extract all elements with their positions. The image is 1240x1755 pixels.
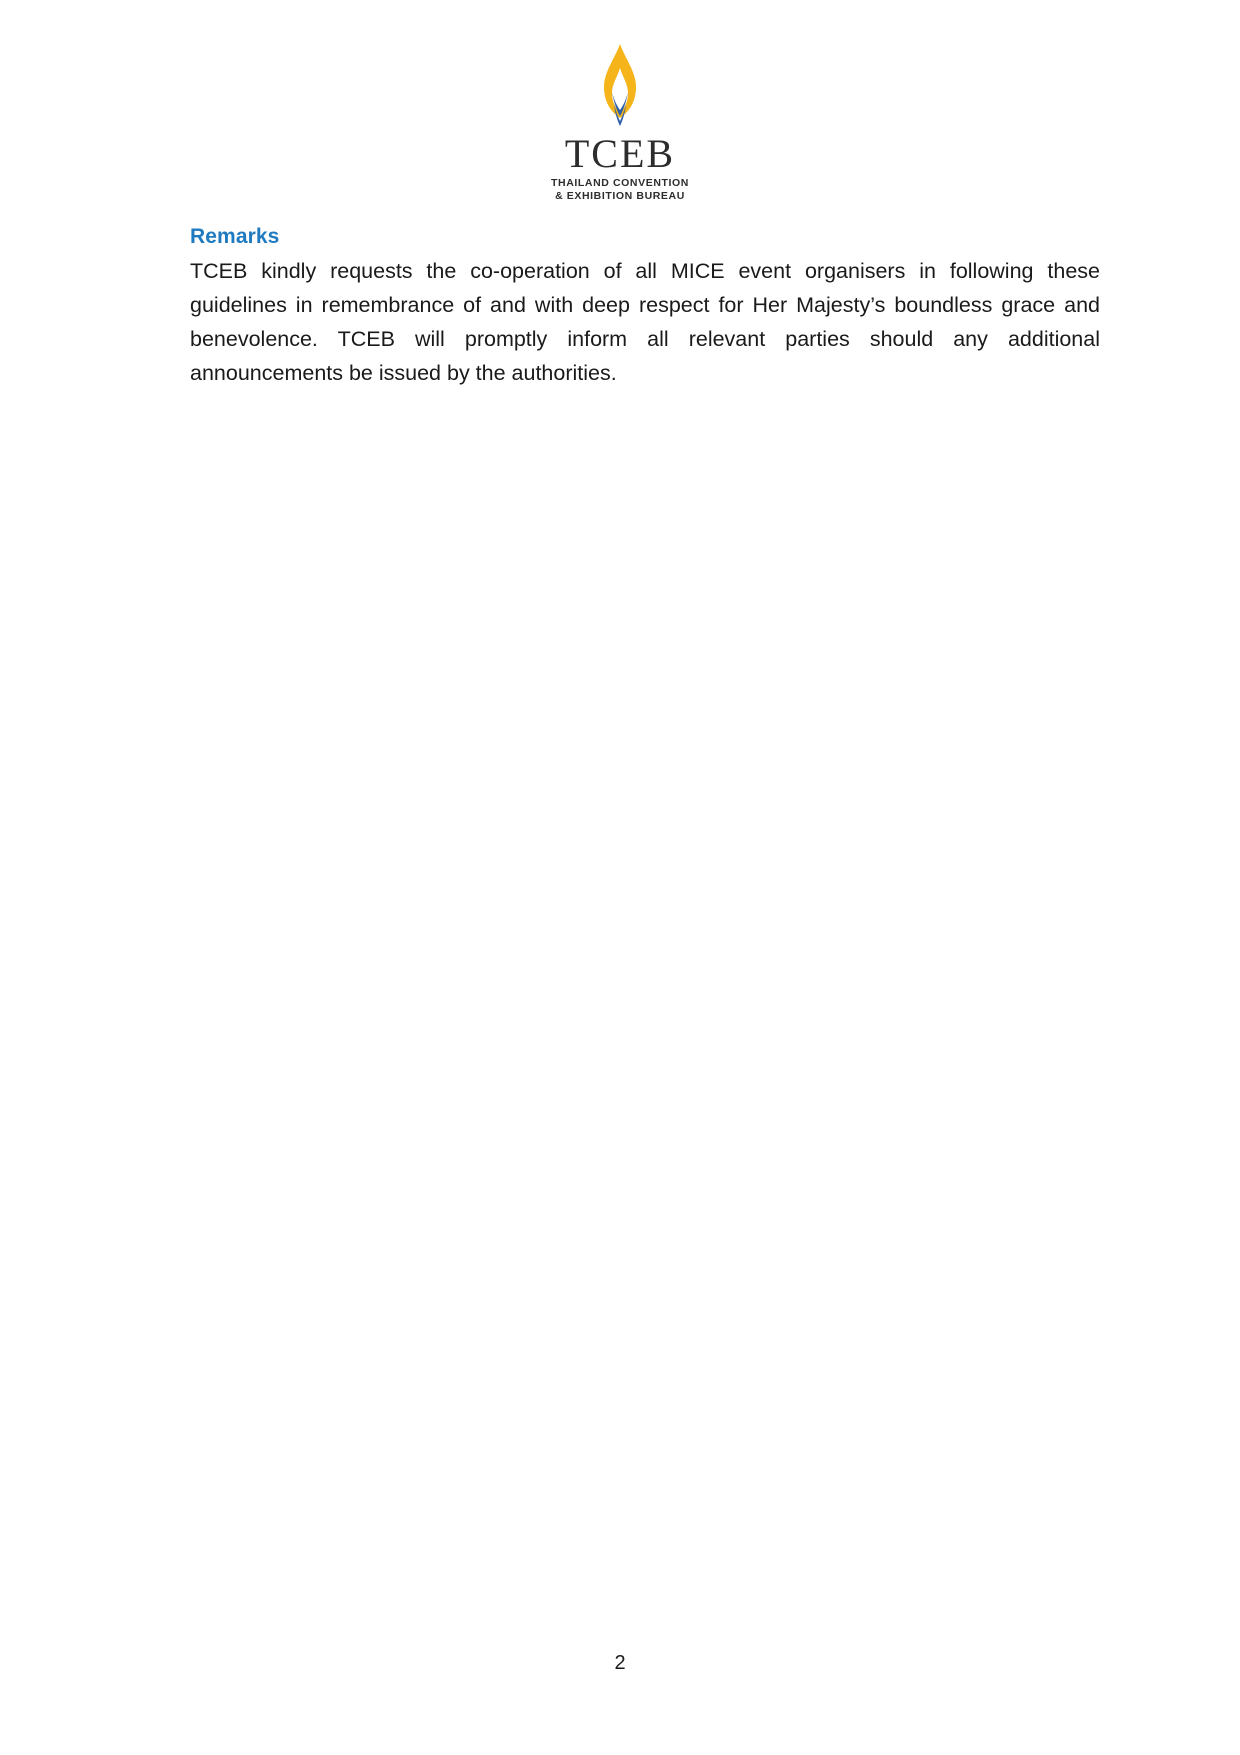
logo-subtitle — [551, 177, 689, 203]
logo-wordmark: TCEB — [564, 131, 676, 176]
logo-block — [0, 42, 1240, 203]
section-heading-remarks: Remarks — [190, 225, 280, 248]
page-number: 2 — [614, 1652, 626, 1674]
remarks-paragraph: TCEB kindly requests the co-operation of all MICE event organisers in following these guidelines in remembrance of and with deep respect for Her Majesty’s boundless grace and benevolence. TCEB will promptly inform all relevant parties should any additional announcements be issued by the authorities. — [190, 259, 1100, 385]
logo-subtitle-line-2: & EXHIBITION BUREAU — [555, 190, 685, 203]
document-content — [190, 225, 1100, 391]
logo-subtitle-line-1: THAILAND CONVENTION — [551, 177, 689, 189]
tceb-flame-logo — [574, 42, 666, 138]
